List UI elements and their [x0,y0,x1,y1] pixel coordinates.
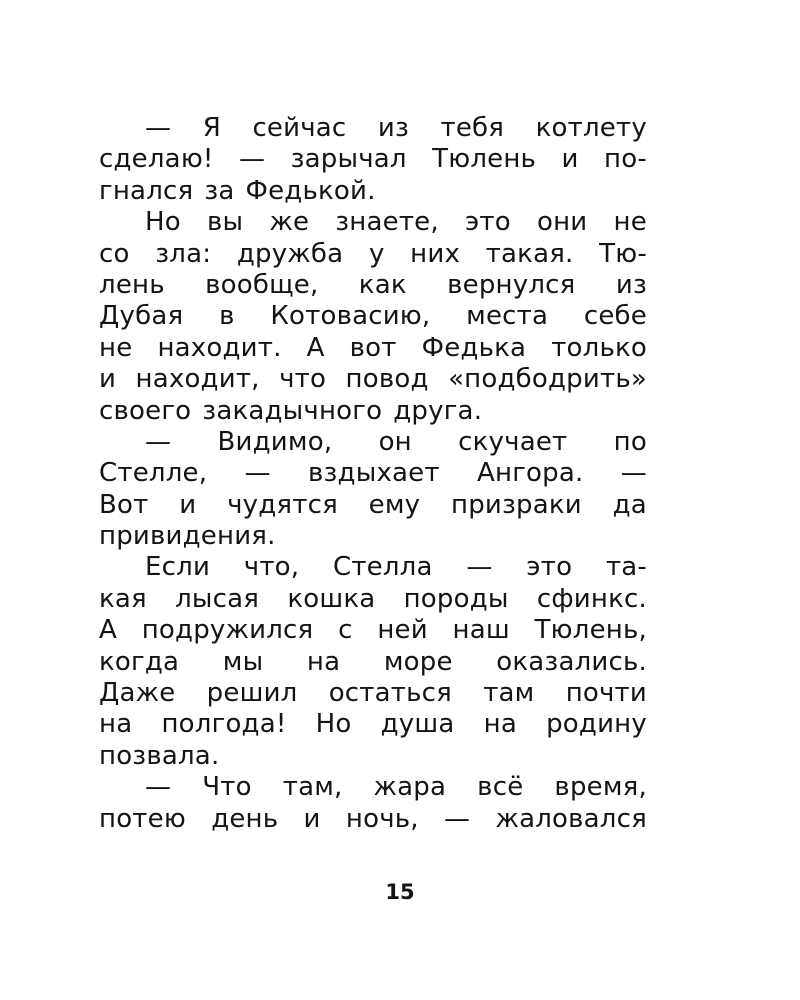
text-line [99,301,647,332]
word: и [99,364,117,395]
word: Тю- [599,238,647,269]
word: море [383,646,453,677]
word: — [444,803,471,834]
text-line [99,176,647,207]
word: время, [554,772,647,803]
text-line [99,709,647,740]
word: Если [145,552,211,583]
word: вообще, [205,269,319,300]
text-line [99,458,647,489]
word: Тюлень [432,144,537,175]
word: Котовасию, [270,301,431,332]
word: всё [477,772,524,803]
text-line [99,521,647,552]
word: там, [282,772,343,803]
word: на [483,709,517,740]
word: Стелла [332,552,433,583]
word: мы [222,646,264,677]
word: почти [565,678,647,709]
text-line [99,396,647,427]
word: Даже [99,678,176,709]
word: из [377,113,410,143]
word: Тюлень, [534,615,647,646]
word: вы [206,207,244,238]
word: друга. [393,395,483,426]
word: они [537,207,588,238]
word: зла: [155,238,212,269]
word: А [99,615,117,646]
word: и [303,803,321,834]
word: потею [99,803,186,834]
word: позвала. [99,740,220,771]
word: Видимо, [217,426,333,457]
page-number: 15 [385,880,415,904]
text-line [99,678,647,709]
word: себе [583,301,647,332]
text-line [99,741,647,772]
word: оказались. [496,646,647,677]
word: — [466,552,493,583]
text-line [99,490,647,521]
text-line [99,647,647,678]
word: за [204,175,235,206]
word: не [99,332,133,363]
word: А [306,332,325,363]
word: кая [99,583,147,614]
word: наш [452,615,510,646]
word: Я [202,113,221,143]
word: кошка [287,583,376,614]
word: когда [99,646,180,677]
word: Но [145,207,181,238]
word: на [99,709,133,740]
text-line [99,239,647,270]
word: это [464,207,511,238]
text-line [99,772,647,803]
word: зарычал [290,144,407,175]
word: закадычного [202,395,383,426]
word: — [145,426,172,457]
word: Федькой. [245,175,376,206]
word: такая. [485,238,574,269]
word: привидения. [99,521,276,552]
word: что [279,364,327,395]
word: и [561,144,579,175]
word: со [99,238,130,269]
word: да [612,489,647,520]
word: по [613,426,647,457]
word: и [179,489,197,520]
text-line [99,144,647,175]
word: — [620,458,647,489]
text-line [99,804,647,835]
word: повод [345,364,429,395]
word: та- [605,552,647,583]
word: Стелле, [99,458,208,489]
word: — [244,458,271,489]
word: Федька [421,332,527,363]
text-line [99,113,647,144]
text-line [99,333,647,364]
word: подружился [141,615,314,646]
word: Что [202,772,252,803]
word: лысая [175,583,260,614]
text-line [99,615,647,646]
word: у [368,238,385,269]
word: лень [99,269,165,300]
word: решил [206,678,298,709]
word: гнался [99,175,194,206]
word: тебя [440,113,505,143]
word: места [466,301,549,332]
word: Но [315,709,352,740]
word: по- [604,144,647,175]
word: же [269,207,310,238]
word: на [306,646,341,677]
word: «подбодрить» [448,364,647,395]
word: — [238,144,266,175]
word: котлету [535,113,647,143]
word: как [358,269,407,300]
word: вернулся [447,269,576,300]
body-text [99,113,647,835]
word: с [338,615,353,646]
word: призраки [451,489,582,520]
word: там [483,678,535,709]
word: что, [243,552,300,583]
word: вздыхает [308,458,440,489]
word: душа [380,709,455,740]
word: Вот [99,489,149,520]
text-line [99,584,647,615]
word: не [613,207,647,238]
word: вот [349,332,397,363]
word: породы [403,583,509,614]
word: полгода! [161,709,287,740]
word: он [378,426,412,457]
word: Ангора. [477,458,584,489]
text-line [99,427,647,458]
word: сейчас [252,113,347,143]
word: только [551,332,647,363]
text-line [99,270,647,301]
word: знаете, [335,207,439,238]
word: Дубая [99,301,184,332]
word: скучает [458,426,568,457]
word: родину [546,709,647,740]
word: это [526,552,573,583]
word: ней [377,615,428,646]
text-line [99,552,647,583]
word: находит. [157,332,282,363]
word: ночь, [345,803,419,834]
word: своего [99,395,192,426]
word: жара [373,772,447,803]
word: них [410,238,461,269]
text-line [99,364,647,395]
word: из [615,269,647,300]
text-line [99,207,647,238]
word: — [145,113,172,143]
word: сфинкс. [536,583,647,614]
word: день [211,803,279,834]
word: — [145,772,172,803]
word: ему [368,489,421,520]
word: дружба [236,238,344,269]
word: жаловался [495,803,647,834]
word: чудятся [227,489,338,520]
word: находит, [135,364,260,395]
word: в [219,301,235,332]
word: сделаю! [99,144,214,175]
word: остаться [328,678,452,709]
